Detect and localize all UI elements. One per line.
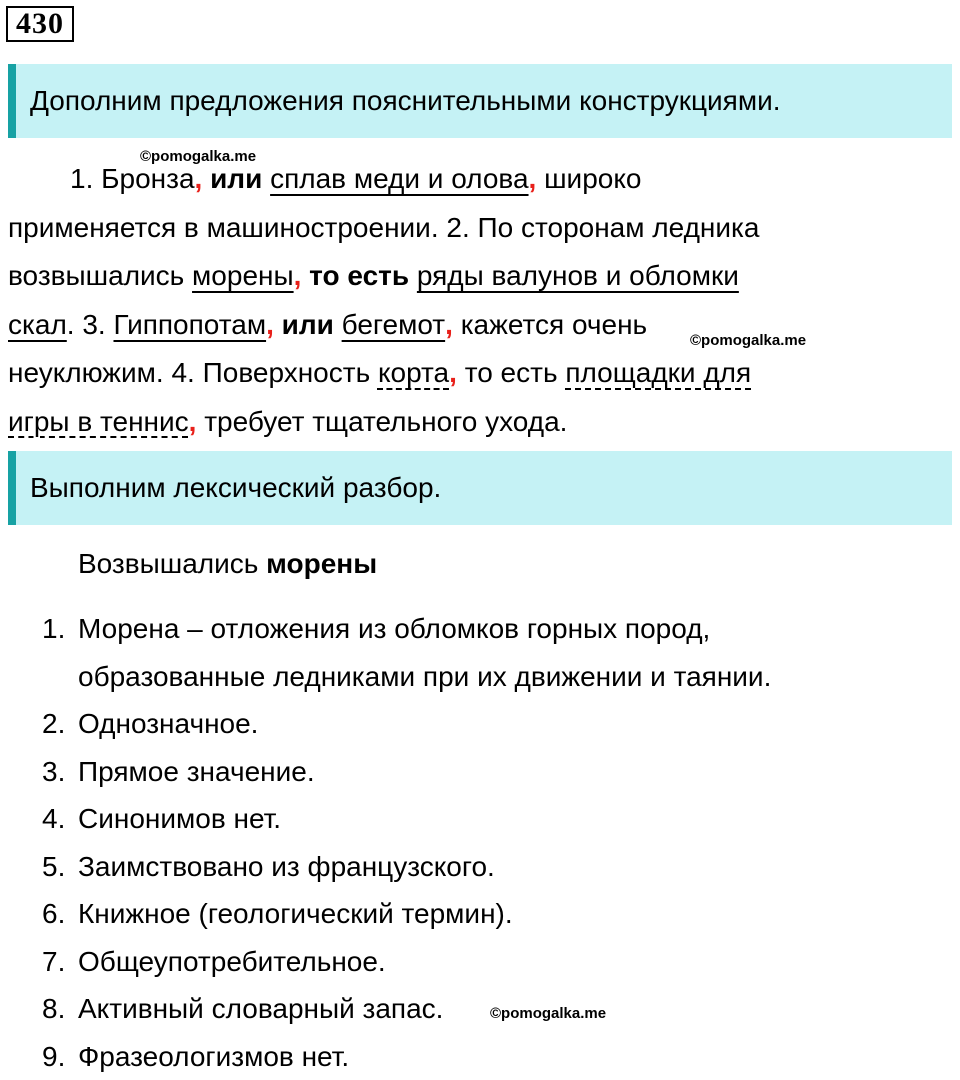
phrase-plain: Возвышались <box>78 548 258 579</box>
section-header-lexical-analysis: Выполним лексический разбор. <box>8 451 952 525</box>
section-header-constructions: Дополним предложения пояснительными конструкциями. <box>8 64 952 138</box>
analysis-item-number: 7. <box>42 938 76 986</box>
underlined-segment: бегемот <box>342 309 446 340</box>
text-segment: то есть <box>465 357 558 388</box>
paragraph-line-6 <box>8 398 952 447</box>
red-comma: , <box>294 260 302 291</box>
red-comma: , <box>266 309 274 340</box>
analysis-item-text: Общеупотребительное. <box>0 938 771 986</box>
paragraph-line-5 <box>8 349 952 398</box>
dashed-underlined-segment: корта <box>378 357 449 388</box>
keyword: или <box>282 309 334 340</box>
analysis-item <box>0 938 771 986</box>
analysis-item <box>0 795 771 843</box>
dashed-underlined-segment: игры в теннис <box>8 406 189 437</box>
red-comma: , <box>449 357 457 388</box>
analysis-item-text: Синонимов нет. <box>0 795 771 843</box>
task-number: 430 <box>6 6 74 42</box>
red-comma: , <box>529 163 537 194</box>
keyword: то есть <box>309 260 409 291</box>
text-segment: возвышались <box>8 260 184 291</box>
watermark: ©pomogalka.me <box>490 1005 606 1022</box>
analysis-item <box>0 1033 771 1080</box>
text-segment: неуклюжим. 4. Поверхность <box>8 357 370 388</box>
analysis-item-text: Заимствовано из французского. <box>0 843 771 891</box>
analysis-item-number: 9. <box>42 1033 76 1080</box>
analysis-item-number: 5. <box>42 843 76 891</box>
analysis-item-number: 6. <box>42 890 76 938</box>
text-segment: требует тщательного ухода. <box>204 406 567 437</box>
text-segment: кажется очень <box>461 309 647 340</box>
analysis-item <box>0 700 771 748</box>
underlined-segment: Гиппопотам <box>113 309 266 340</box>
dashed-underlined-segment: площадки для <box>565 357 751 388</box>
watermark: ©pomogalka.me <box>140 148 256 165</box>
keyword: или <box>210 163 262 194</box>
analysis-item-text: Однозначное. <box>0 700 771 748</box>
underlined-segment: сплав меди и олова <box>270 163 528 194</box>
underlined-segment: ряды валунов и обломки <box>417 260 739 291</box>
phrase-bold-word: морены <box>266 548 377 579</box>
analysis-item <box>0 605 771 700</box>
analyzed-phrase <box>78 546 377 582</box>
analysis-item-text: Прямое значение. <box>0 748 771 796</box>
analysis-item-number: 8. <box>42 985 76 1033</box>
text-segment: широко <box>544 163 641 194</box>
analysis-item-number: 4. <box>42 795 76 843</box>
analysis-item-text: Книжное (геологический термин). <box>0 890 771 938</box>
analysis-list <box>0 605 771 1080</box>
paragraph-line-2 <box>8 204 952 253</box>
analysis-item-number: 3. <box>42 748 76 796</box>
text-segment: . 3. <box>67 309 106 340</box>
analysis-item-number: 2. <box>42 700 76 748</box>
text-segment: 1. Бронза <box>70 163 195 194</box>
watermark: ©pomogalka.me <box>690 332 806 349</box>
exercise-paragraph <box>8 155 952 446</box>
text-segment: применяется в машиностроении. 2. По сторонам ледника <box>8 212 759 243</box>
analysis-item <box>0 985 771 1033</box>
analysis-item-text: Активный словарный запас. <box>0 985 771 1033</box>
paragraph-line-3 <box>8 252 952 301</box>
analysis-item-text: образованные ледниками при их движении и таянии. <box>0 653 771 701</box>
red-comma: , <box>189 406 197 437</box>
analysis-item-text: Морена – отложения из обломков горных пород, <box>0 605 771 653</box>
analysis-item <box>0 748 771 796</box>
analysis-item <box>0 843 771 891</box>
paragraph-line-4 <box>8 301 952 350</box>
red-comma: , <box>445 309 453 340</box>
analysis-item-text: Фразеологизмов нет. <box>0 1033 771 1080</box>
underlined-segment: скал <box>8 309 67 340</box>
analysis-item <box>0 890 771 938</box>
underlined-segment: морены <box>192 260 294 291</box>
analysis-item-number: 1. <box>42 605 76 653</box>
red-comma: , <box>195 163 203 194</box>
